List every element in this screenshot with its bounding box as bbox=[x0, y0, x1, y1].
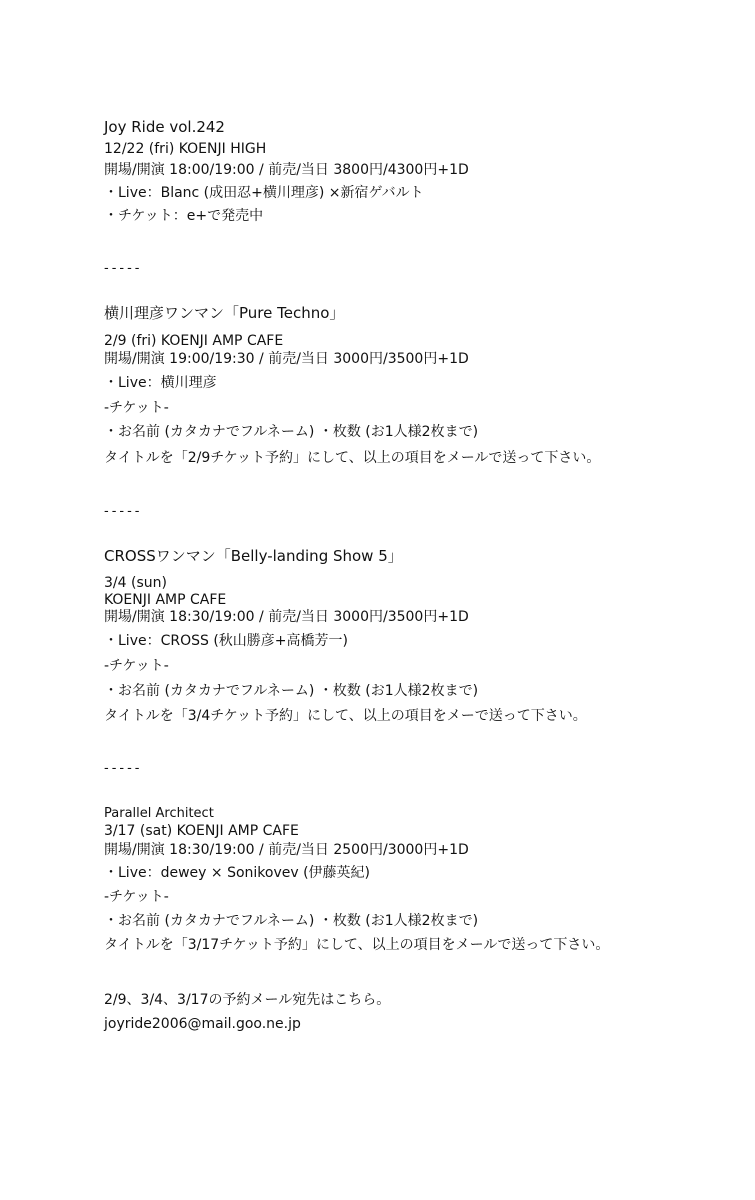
event-3-date: 3/4 (sun) bbox=[104, 575, 167, 591]
event-2-live: ・Live：横川理彦 bbox=[104, 375, 217, 391]
event-3-title: CROSSワンマン「Belly-landing Show 5」 bbox=[104, 547, 403, 565]
event-3-time-price: 開場/開演 18:30/19:00 / 前売/当日 3000円/3500円+1D bbox=[104, 609, 469, 625]
event-3-ticket-header: -チケット- bbox=[104, 658, 169, 674]
event-2-time-price: 開場/開演 19:00/19:30 / 前売/当日 3000円/3500円+1D bbox=[104, 351, 469, 367]
event-1-date-venue: 12/22 (fri) KOENJI HIGH bbox=[104, 141, 267, 157]
event-4-ticket-instructions: タイトルを「3/17チケット予約」にして、以上の項目をメールで送って下さい。 bbox=[104, 937, 610, 953]
separator-3: ----- bbox=[104, 761, 143, 776]
event-2-ticket-instructions: タイトルを「2/9チケット予約」にして、以上の項目をメールで送って下さい。 bbox=[104, 450, 601, 466]
footer-note: 2/9、3/4、3/17の予約メール宛先はこちら。 bbox=[104, 992, 391, 1008]
separator-2: ----- bbox=[104, 504, 143, 519]
separator-1: ----- bbox=[104, 261, 143, 276]
event-3-venue: KOENJI AMP CAFE bbox=[104, 592, 227, 608]
event-4-live: ・Live：dewey × Sonikovev (伊藤英紀) bbox=[104, 865, 371, 881]
event-3-ticket-instructions: タイトルを「3/4チケット予約」にして、以上の項目をメーで送って下さい。 bbox=[104, 708, 587, 724]
event-4-title: Parallel Architect bbox=[104, 806, 214, 821]
event-4-time-price: 開場/開演 18:30/19:00 / 前売/当日 2500円/3000円+1D bbox=[104, 842, 469, 858]
footer-email: joyride2006@mail.goo.ne.jp bbox=[104, 1016, 301, 1032]
event-2-date-venue: 2/9 (fri) KOENJI AMP CAFE bbox=[104, 333, 284, 349]
event-4-ticket-header: -チケット- bbox=[104, 889, 169, 905]
event-1-time-price: 開場/開演 18:00/19:00 / 前売/当日 3800円/4300円+1D bbox=[104, 162, 469, 178]
event-3-live: ・Live：CROSS (秋山勝彦+高橋芳一) bbox=[104, 633, 348, 649]
event-4-ticket-name: ・お名前 (カタカナでフルネーム) ・枚数 (お1人様2枚まで) bbox=[104, 913, 479, 929]
event-1-live: ・Live：Blanc (成田忍+横川理彦) ×新宿ゲバルト bbox=[104, 185, 424, 201]
event-2-ticket-header: -チケット- bbox=[104, 400, 169, 416]
event-3-ticket-name: ・お名前 (カタカナでフルネーム) ・枚数 (お1人様2枚まで) bbox=[104, 683, 479, 699]
event-2-ticket-name: ・お名前 (カタカナでフルネーム) ・枚数 (お1人様2枚まで) bbox=[104, 424, 479, 440]
event-1-title: Joy Ride vol.242 bbox=[104, 118, 225, 136]
event-2-title: 横川理彦ワンマン「Pure Techno」 bbox=[104, 304, 345, 322]
event-1-ticket: ・チケット：e+で発売中 bbox=[104, 208, 264, 224]
event-4-date-venue: 3/17 (sat) KOENJI AMP CAFE bbox=[104, 823, 299, 839]
